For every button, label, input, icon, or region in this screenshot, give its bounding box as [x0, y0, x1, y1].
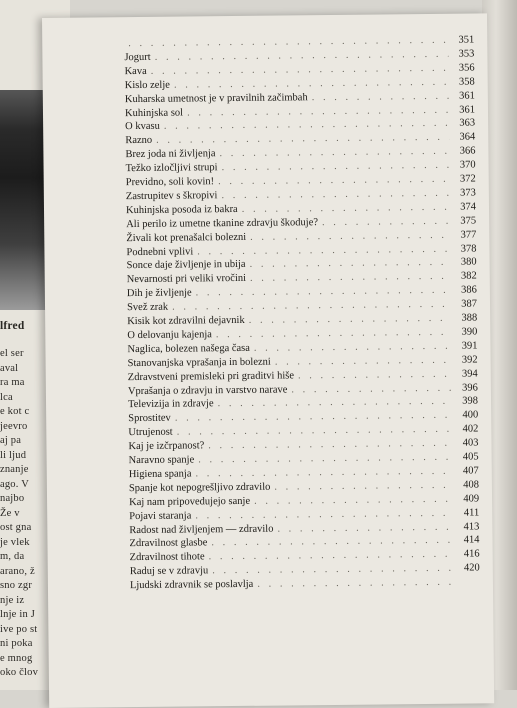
- toc-entry-page: 408: [457, 478, 479, 491]
- toc-entry-page: 402: [456, 423, 478, 436]
- toc-entry-title: Naravno spanje: [129, 453, 195, 467]
- back-page-line: lca: [0, 392, 13, 403]
- back-page-line: ra ma: [0, 377, 25, 388]
- back-page-line: Že v: [0, 508, 20, 519]
- toc-dot-leader: [218, 173, 450, 188]
- toc-entry-title: Kaj nam pripovedujejo sanje: [129, 495, 250, 509]
- toc-entry-page: 378: [454, 242, 476, 255]
- toc-entry-page: 409: [457, 492, 479, 505]
- toc-entry-title: Kislo zelje: [125, 78, 170, 91]
- toc-entry-page: 391: [455, 339, 477, 352]
- back-page-line: najbo: [0, 493, 24, 504]
- toc-entry-title: Zdravilnost tihote: [130, 551, 205, 565]
- back-page-heading: lfred: [0, 320, 24, 332]
- back-page-line: jeevro: [0, 421, 27, 432]
- toc-entry-title: Pojavi staranja: [129, 509, 191, 523]
- back-page-line: znanje: [0, 464, 29, 475]
- back-page-line: ive po st: [0, 624, 37, 635]
- toc-entry-page: 411: [457, 506, 479, 519]
- toc-entry-page: 353: [452, 47, 474, 60]
- toc-entry-title: O kvasu: [125, 120, 160, 133]
- toc-entry-title: Kuharska umetnost je v pravilnih začimbah: [125, 91, 308, 106]
- back-page-line: je vlek: [0, 537, 30, 548]
- toc-entry-title: Ljudski zdravnik se poslavlja: [130, 578, 253, 592]
- toc-entry-page: 380: [455, 256, 477, 269]
- toc-entry-page: 394: [456, 367, 478, 380]
- toc-entry: [130, 576, 480, 593]
- toc-entry-title: Podnebni vplivi: [126, 245, 193, 259]
- back-page-line: ni poka: [0, 638, 33, 649]
- back-page-line: nje iz: [0, 595, 24, 606]
- back-page-line: m, da: [0, 551, 24, 562]
- toc-entry-title: Utrujenost: [128, 426, 172, 439]
- toc-entry-title: Previdno, soli kovin!: [126, 175, 215, 189]
- toc-dot-leader: [212, 562, 454, 578]
- toc-entry-title: Naglica, bolezen našega časa: [127, 342, 250, 356]
- toc-entry-page: 413: [457, 520, 479, 533]
- toc-dot-leader: [222, 159, 450, 174]
- toc-entry-title: Brez joda ni življenja: [125, 147, 215, 161]
- toc-entry-page: 398: [456, 395, 478, 408]
- back-page-line: ost gna: [0, 522, 31, 533]
- toc-entry-title: Stanovanjska vprašanja in bolezni: [128, 355, 271, 369]
- toc-entry-title: Raduj se v zdravju: [130, 564, 209, 578]
- back-page-line: li ljud: [0, 450, 26, 461]
- toc-dot-leader: [221, 187, 450, 202]
- toc-entry-page: 407: [457, 464, 479, 477]
- toc-entry-page: 416: [458, 548, 480, 561]
- toc-dot-leader: [277, 520, 453, 535]
- toc-dot-leader: [249, 256, 450, 271]
- toc-entry-page: 374: [454, 200, 476, 213]
- toc-entry-page: 405: [457, 450, 479, 463]
- toc-dot-leader: [254, 340, 452, 355]
- back-page-line: e mnog: [0, 653, 32, 664]
- toc-entry-title: Dih je življenje: [127, 287, 192, 301]
- toc-entry-page: 387: [455, 298, 477, 311]
- toc-dot-leader: [275, 353, 452, 368]
- toc-entry-title: Radost nad življenjem — zdravilo: [129, 522, 273, 537]
- toc-entry-page: 372: [454, 172, 476, 185]
- toc-entry-page: 375: [454, 214, 476, 227]
- toc-dot-leader: [298, 367, 452, 382]
- toc-dot-leader: [209, 548, 454, 564]
- back-page-line: oko člov: [0, 667, 38, 678]
- toc-entry-title: Vprašanja o zdravju in varstvo narave: [128, 383, 288, 398]
- toc-dot-leader: [322, 214, 450, 228]
- toc-entry-title: Zdravstveni premisleki pri graditvi hiše: [128, 369, 294, 384]
- toc-entry-title: Spanje kot nepogrešljivo zdravilo: [129, 480, 271, 494]
- toc-entry-page: 366: [453, 145, 475, 158]
- toc-entry-title: Sprostitev: [128, 412, 171, 425]
- back-page-line: sno zgr: [0, 580, 32, 591]
- toc-entry-title: Zdravilnost glasbe: [129, 537, 207, 551]
- toc-entry-page: 392: [456, 353, 478, 366]
- toc-entry-page: 386: [455, 284, 477, 297]
- toc-entry-title: Nevarnosti pri veliki vročini: [127, 272, 246, 286]
- toc-entry-title: Ali perilo iz umetne tkanine zdravju škoduje?: [126, 216, 318, 231]
- toc-entry-title: Higiena spanja: [129, 467, 192, 481]
- toc-entry-page: 351: [452, 33, 474, 46]
- toc-entry-page: 382: [455, 270, 477, 283]
- toc-entry-page: 403: [456, 437, 478, 450]
- toc-entry-page: 363: [453, 117, 475, 130]
- toc-entry-page: 370: [453, 159, 475, 172]
- toc-entry-title: Sonce daje življenje in ubija: [127, 258, 246, 272]
- back-page-line: aval: [0, 363, 18, 374]
- back-page-line: arano, ž: [0, 566, 35, 577]
- toc-entry-title: Razno: [125, 134, 152, 147]
- toc-dot-leader: [249, 312, 452, 327]
- back-page-line: aj pa: [0, 435, 21, 446]
- toc-dot-leader: [291, 381, 452, 396]
- toc-entry-title: Težko izločljivi strupi: [126, 161, 218, 175]
- toc-dot-leader: [218, 395, 453, 410]
- toc-entry-page: 388: [455, 311, 477, 324]
- toc-entry-title: Kuhinjska posoda iz bakra: [126, 203, 238, 217]
- toc-dot-leader: [208, 437, 452, 453]
- toc-entry-title: O delovanju kajenja: [127, 328, 212, 342]
- toc-entry-page: 377: [454, 228, 476, 241]
- toc-entry-title: Kava: [124, 65, 146, 78]
- toc-dot-leader: [254, 492, 453, 507]
- toc-dot-leader: [250, 270, 451, 285]
- toc-entry-page: 361: [453, 103, 475, 116]
- toc-entry-title: Svež zrak: [127, 301, 168, 314]
- toc-dot-leader: [274, 479, 453, 494]
- toc-dot-leader: [312, 89, 449, 103]
- toc-dot-leader: [242, 201, 450, 216]
- toc-dot-leader: [250, 228, 450, 243]
- toc-dot-leader: [216, 326, 452, 341]
- toc-entry-page: 361: [453, 89, 475, 102]
- toc-entry-page: 390: [455, 325, 477, 338]
- table-of-contents: [42, 13, 487, 18]
- back-page-line: ago. V: [0, 479, 29, 490]
- toc-entry-page: 364: [453, 131, 475, 144]
- toc-dot-leader: [257, 576, 454, 591]
- back-page-line: e kot c: [0, 406, 29, 417]
- toc-entry-page: 356: [452, 61, 474, 74]
- toc-dot-leader: [219, 145, 449, 160]
- toc-entry-title: Kuhinjska sol: [125, 106, 183, 120]
- toc-entry-title: Jogurt: [124, 51, 150, 64]
- toc-dot-leader: [211, 534, 453, 550]
- toc-entry-page: 396: [456, 381, 478, 394]
- back-page-line: el ser: [0, 348, 24, 359]
- toc-entry-page: 358: [453, 75, 475, 88]
- toc-entry-page: 400: [456, 409, 478, 422]
- toc-entry-page: 420: [458, 562, 480, 575]
- toc-entry-page: 373: [454, 186, 476, 199]
- toc-entry-title: Kaj je izčrpanost?: [128, 439, 204, 453]
- toc-page: [42, 13, 494, 708]
- toc-entry-page: 414: [457, 534, 479, 547]
- back-page-line: lnje in J: [0, 609, 35, 620]
- toc-entry-title: Živali kot prenašalci bolezni: [126, 230, 246, 244]
- toc-entry-title: Zastrupitev s škropivi: [126, 189, 218, 203]
- toc-entry-title: Televizija in zdravje: [128, 398, 214, 412]
- toc-entry-title: Kisik kot zdravilni dejavnik: [127, 314, 245, 328]
